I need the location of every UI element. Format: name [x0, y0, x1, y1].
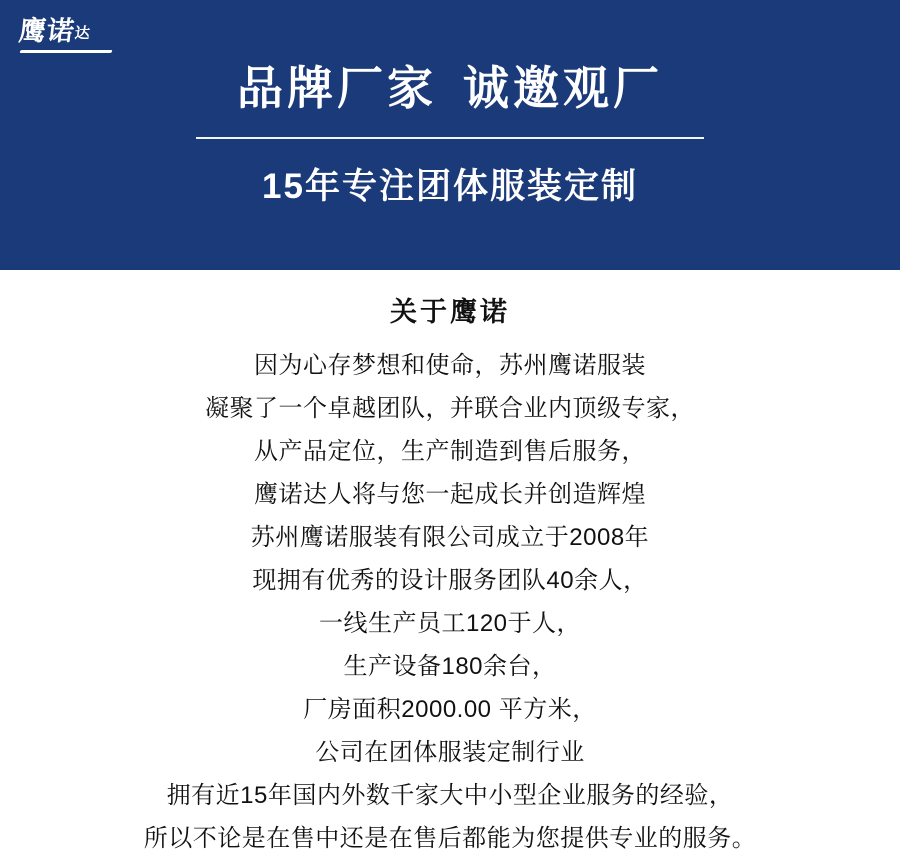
about-line: 公司在团体服装定制行业: [315, 738, 585, 766]
about-line: 鹰诺达人将与您一起成长并创造辉煌: [254, 480, 646, 508]
about-line: 凝聚了一个卓越团队，并联合业内顶级专家，: [205, 394, 695, 422]
banner-title: [237, 62, 663, 115]
banner-title-left: 品牌厂家: [237, 62, 437, 114]
brand-logo-main: 鹰诺: [17, 16, 77, 46]
brand-logo-small: 达: [73, 26, 91, 42]
banner-subtitle: 15年专注团体服装定制: [262, 166, 638, 206]
about-line: 苏州鹰诺服装有限公司成立于2008年: [250, 523, 650, 551]
banner-divider: [196, 137, 704, 139]
about-section: [0, 270, 900, 860]
brand-logo-underline-icon: [19, 50, 112, 53]
about-line: 厂房面积2000.00 平方米，: [303, 695, 597, 723]
about-line: 因为心存梦想和使命，苏州鹰诺服装: [254, 351, 646, 379]
about-line: 拥有近15年国内外数千家大中小型企业服务的经验，: [166, 781, 734, 809]
brand-logo: [15, 14, 130, 66]
about-heading: 关于鹰诺: [390, 297, 510, 327]
about-line: 从产品定位，生产制造到售后服务，: [254, 437, 646, 465]
hero-banner: [0, 0, 900, 270]
banner-title-right: 诚邀观厂: [463, 62, 663, 114]
about-line: 现拥有优秀的设计服务团队40余人，: [252, 566, 648, 594]
about-line: 一线生产员工120于人，: [318, 609, 582, 637]
about-line: 所以不论是在售中还是在售后都能为您提供专业的服务。: [143, 824, 757, 852]
about-line: 生产设备180余台，: [343, 652, 557, 680]
